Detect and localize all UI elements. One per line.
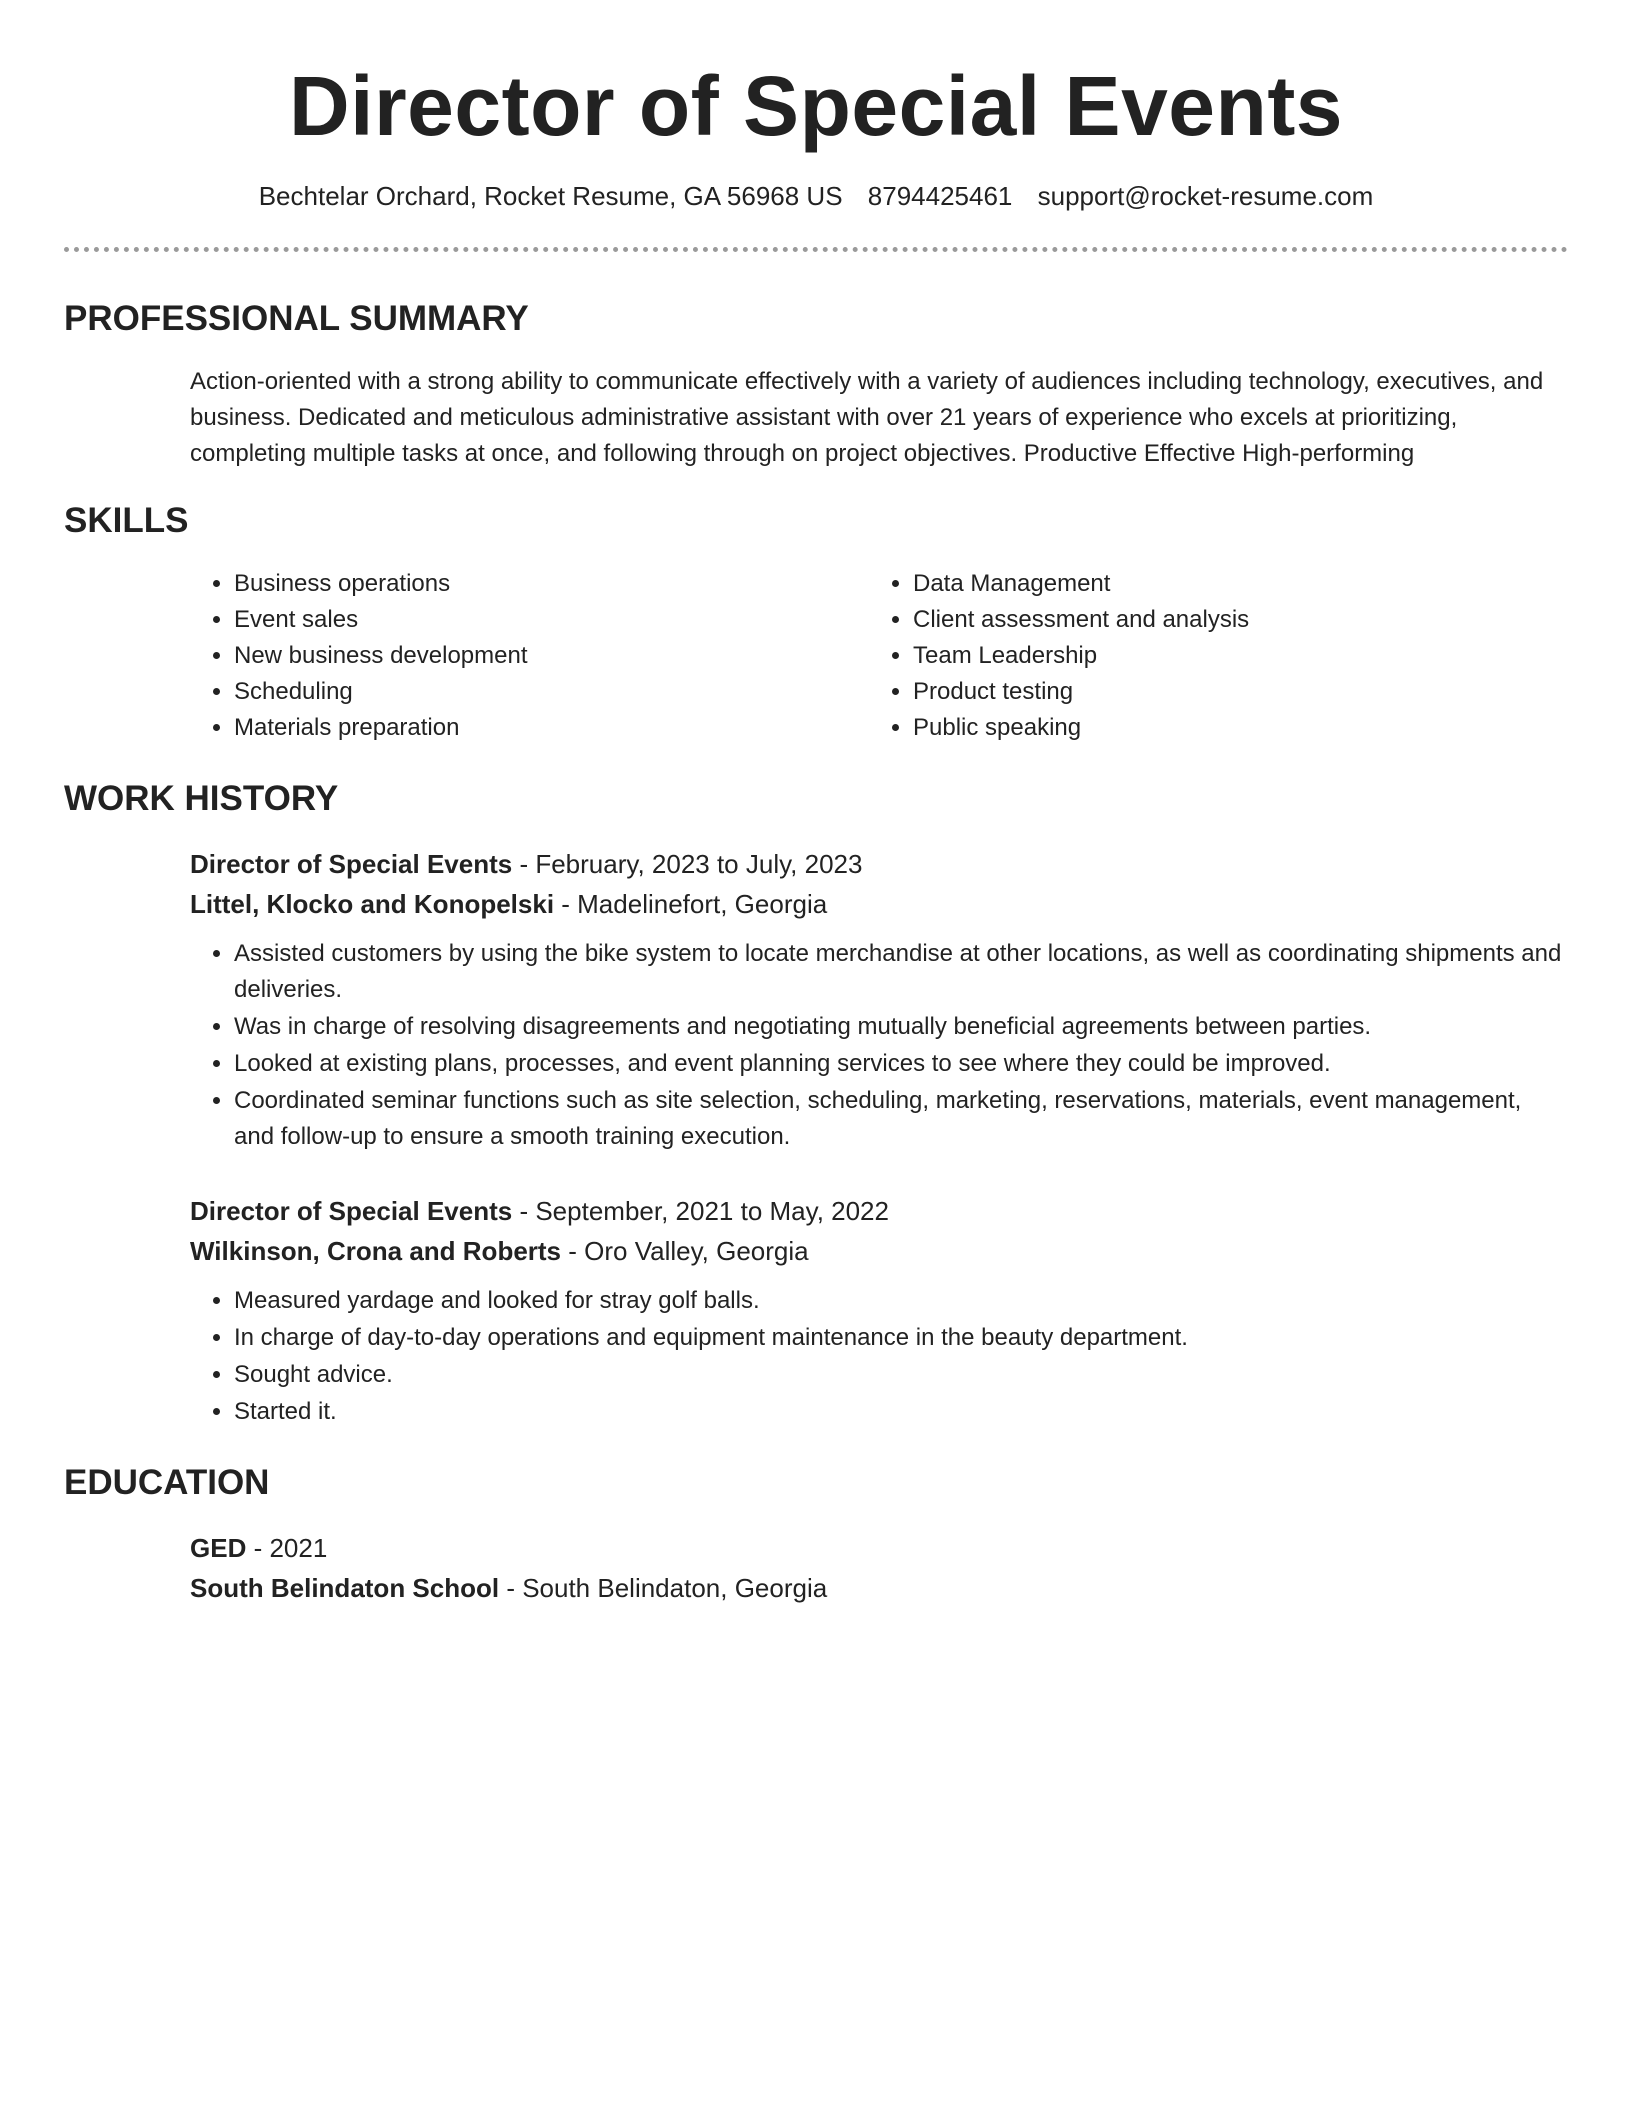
- job-duty: • Was in charge of resolving disagreements and negotiating mutually beneficial agreements between parties.: [234, 1009, 1568, 1045]
- job-location: - Madelinefort, Georgia: [554, 889, 828, 919]
- skill-item: • Business operations: [234, 566, 869, 602]
- skills-section: [64, 566, 1568, 746]
- education-year: - 2021: [246, 1533, 328, 1563]
- job-entry: [190, 844, 1568, 1155]
- skill-item: • Event sales: [234, 602, 869, 638]
- education-entry: [64, 1528, 1568, 1608]
- skill-item: • Materials preparation: [234, 710, 869, 746]
- job-position: Director of Special Events: [190, 849, 513, 879]
- job-duties: [190, 936, 1568, 1155]
- skills-heading: SKILLS: [64, 501, 189, 540]
- job-entry: [190, 1191, 1568, 1430]
- job-dates: - September, 2021 to May, 2022: [512, 1196, 889, 1226]
- job-duty: • Sought advice.: [234, 1357, 1568, 1393]
- job-duty: • Started it.: [234, 1394, 1568, 1430]
- job-duty: • In charge of day-to-day operations and equipment maintenance in the beauty department.: [234, 1320, 1568, 1356]
- skill-item: • Scheduling: [234, 674, 869, 710]
- skill-item: • New business development: [234, 638, 869, 674]
- job-title-line: [190, 844, 1568, 884]
- job-company: Littel, Klocko and Konopelski: [190, 889, 555, 919]
- skill-item: • Client assessment and analysis: [913, 602, 1249, 638]
- contact-email: support@rocket-resume.com: [1037, 181, 1374, 211]
- job-duty: • Coordinated seminar functions such as site selection, scheduling, marketing, reservations, materials, event management, and follow-up to ensure a smooth training execution.: [234, 1083, 1568, 1155]
- education-school-line: [190, 1568, 1568, 1608]
- work-history-heading: WORK HISTORY: [64, 779, 339, 818]
- contact-phone: 8794425461: [867, 181, 1013, 211]
- work-history-section: [64, 844, 1568, 1430]
- job-duties: [190, 1283, 1568, 1430]
- resume-name: Director of Special Events: [288, 59, 1344, 153]
- skills-column-right: [869, 566, 1249, 746]
- education-degree-line: [190, 1528, 1568, 1568]
- job-company-line: [190, 884, 1568, 924]
- contact-address: Bechtelar Orchard, Rocket Resume, GA 56968 US: [258, 181, 843, 211]
- skill-item: • Product testing: [913, 674, 1249, 710]
- skills-column-left: [190, 566, 869, 746]
- education-heading: EDUCATION: [64, 1463, 270, 1502]
- job-company-line: [190, 1231, 1568, 1271]
- header-divider: [64, 247, 1568, 252]
- skills-grid: [190, 566, 1568, 746]
- contact-line: [64, 179, 1568, 213]
- job-duty: • Looked at existing plans, processes, and event planning services to see where they could be improved.: [234, 1046, 1568, 1082]
- job-company: Wilkinson, Crona and Roberts: [190, 1236, 562, 1266]
- skill-item: • Data Management: [913, 566, 1249, 602]
- job-title-line: [190, 1191, 1568, 1231]
- job-duty: • Measured yardage and looked for stray golf balls.: [234, 1283, 1568, 1319]
- job-dates: - February, 2023 to July, 2023: [512, 849, 863, 879]
- job-duty: • Assisted customers by using the bike system to locate merchandise at other locations, as well as coordinating shipments and deliveries.: [234, 936, 1568, 1008]
- job-position: Director of Special Events: [190, 1196, 513, 1226]
- job-location: - Oro Valley, Georgia: [561, 1236, 809, 1266]
- skill-item: • Public speaking: [913, 710, 1249, 746]
- education-location: - South Belindaton, Georgia: [499, 1573, 828, 1603]
- skill-item: • Team Leadership: [913, 638, 1249, 674]
- education-degree: GED: [190, 1533, 247, 1563]
- summary-text: Action-oriented with a strong ability to communicate effectively with a variety of audiences including technology, executives, and business. Dedicated and meticulous administrative assistant with over 21 years of experience who excels at prioritizing, completing multiple tasks at once, and following through on project objectives. Productive Effective High-performing: [190, 368, 1544, 467]
- summary-heading: PROFESSIONAL SUMMARY: [64, 299, 529, 338]
- education-school: South Belindaton School: [190, 1573, 500, 1603]
